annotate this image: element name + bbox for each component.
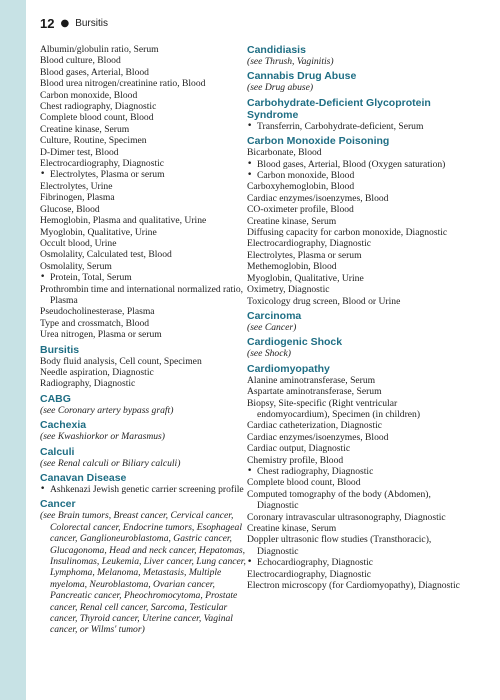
- test-entry: Electrolytes, Urine: [40, 180, 113, 192]
- test-entry: Complete blood count, Blood: [247, 477, 361, 489]
- test-entry: Cardiac catheterization, Diagnostic: [247, 420, 383, 432]
- section-heading: Carbon Monoxide Poisoning: [247, 135, 390, 148]
- right-column: [247, 44, 462, 594]
- see-also-reference: (see Renal calculi or Biliary calculi): [40, 457, 181, 469]
- index-section: [247, 70, 462, 93]
- bulleted-test-entry: • Chest radiography, Diagnostic: [247, 466, 462, 477]
- test-entry: CO-oximeter profile, Blood: [247, 204, 354, 216]
- index-section: [40, 393, 250, 416]
- test-entry: Methemoglobin, Blood: [247, 261, 337, 273]
- test-entry: Creatine kinase, Serum: [247, 215, 337, 227]
- bulleted-test-entry: • Carbon monoxide, Blood: [247, 170, 462, 181]
- test-entry: Complete blood count, Blood: [40, 112, 154, 124]
- bulleted-test-entry: • Protein, Total, Serum: [40, 272, 250, 283]
- test-entry: Urea nitrogen, Plasma or serum: [40, 329, 162, 341]
- continued-entries: [40, 44, 250, 341]
- test-entry: Pseudocholinesterase, Plasma: [40, 306, 155, 318]
- index-section: [40, 472, 250, 495]
- see-also-reference: (see Coronary artery bypass graft): [40, 404, 174, 416]
- test-entry: Electron microscopy (for Cardiomyopathy), Diagnostic: [247, 580, 460, 592]
- test-entry: Blood urea nitrogen/creatinine ratio, Blood: [40, 78, 206, 90]
- test-entry: Occult blood, Urine: [40, 237, 117, 249]
- test-entry: Toxicology drug screen, Blood or Urine: [247, 295, 401, 307]
- bulleted-test-entry: • Electrolytes, Plasma or serum: [40, 169, 250, 180]
- bulleted-test-entry: • Transferrin, Carbohydrate-deficient, Serum: [247, 121, 462, 132]
- section-heading: Cancer: [40, 498, 76, 511]
- test-entry: Coronary intravascular ultrasonography, Diagnostic: [247, 511, 446, 523]
- test-entry: Chemistry profile, Blood: [247, 454, 344, 466]
- page-header: [40, 16, 108, 31]
- index-section: [247, 363, 462, 592]
- index-section: [247, 310, 462, 333]
- test-entry: Osmolality, Serum: [40, 260, 112, 272]
- test-entry: Osmolality, Calculated test, Blood: [40, 249, 172, 261]
- test-entry: Electrocardiography, Diagnostic: [247, 568, 372, 580]
- see-also-reference: (see Shock): [247, 348, 291, 360]
- index-section: [40, 446, 250, 469]
- section-heading: Cardiomyopathy: [247, 362, 330, 375]
- test-entry: Chest radiography, Diagnostic: [40, 101, 157, 113]
- test-entry: Electrocardiography, Diagnostic: [247, 238, 372, 250]
- test-entry: Doppler ultrasonic flow studies (Transthoracic), Diagnostic: [247, 534, 432, 557]
- running-head-title: Bursitis: [75, 18, 108, 29]
- section-heading: Candidiasis: [247, 44, 306, 56]
- test-entry: Creatine kinase, Serum: [40, 123, 130, 135]
- see-also-reference: (see Brain tumors, Breast cancer, Cervical cancer, Colorectal cancer, Endocrine tumors, Esophageal cancer, Ganglioneuroblastoma, Gastric cancer, Glucagonoma, Head and neck cancer, Hepatomas, Insulinomas, Leukemia, Liver cancer, Lung cancer, Lymphoma, Melanoma, Metastasis, Multiple myeloma, Neuroblastoma, Ovarian cancer, Pancreatic cancer, Pheochromocytoma, Prostate cancer, Renal cell cancer, Sarcoma, Testicular cancer, Thyroid cancer, Uterine cancer, Vaginal cancer, or Wilms' tumor): [40, 510, 246, 636]
- see-also-reference: (see Thrush, Vaginitis): [247, 56, 334, 67]
- section-heading: Canavan Disease: [40, 472, 127, 484]
- test-entry: Bicarbonate, Blood: [247, 147, 322, 159]
- bulleted-test-entry: • Echocardiography, Diagnostic: [247, 557, 462, 568]
- test-entry: Cardiac enzymes/isoenzymes, Blood: [247, 192, 389, 204]
- side-color-bar: [0, 0, 26, 700]
- test-entry: Diffusing capacity for carbon monoxide, Diagnostic: [247, 227, 448, 239]
- see-also-reference: (see Drug abuse): [247, 82, 314, 94]
- section-heading: Carbohydrate-Deficient Glycoprotein Syndrome: [247, 96, 431, 121]
- test-entry: Blood culture, Blood: [40, 55, 121, 67]
- index-section: [247, 44, 462, 67]
- test-entry: Myoglobin, Qualitative, Urine: [40, 226, 157, 238]
- test-entry: Prothrombin time and international normalized ratio, Plasma: [40, 283, 244, 306]
- page-number: 12: [40, 16, 55, 31]
- test-entry: Body fluid analysis, Cell count, Specimen: [40, 355, 202, 367]
- index-section: [247, 135, 462, 307]
- test-entry: Myoglobin, Qualitative, Urine: [247, 272, 364, 284]
- index-section: [40, 344, 250, 390]
- test-entry: Cardiac output, Diagnostic: [247, 443, 351, 455]
- test-entry: Carbon monoxide, Blood: [40, 89, 138, 101]
- test-entry: Needle aspiration, Diagnostic: [40, 366, 154, 378]
- left-column: [40, 44, 250, 639]
- test-entry: Alanine aminotransferase, Serum: [247, 374, 376, 386]
- index-section: [247, 97, 462, 132]
- bulleted-test-entry: • Blood gases, Arterial, Blood (Oxygen saturation): [247, 159, 462, 170]
- test-entry: Electrolytes, Plasma or serum: [247, 249, 362, 261]
- test-entry: Hemoglobin, Plasma and qualitative, Urine: [40, 215, 207, 227]
- test-entry: Computed tomography of the body (Abdomen), Diagnostic: [247, 488, 431, 512]
- test-entry: Oximetry, Diagnostic: [247, 284, 330, 296]
- section-heading: Cannabis Drug Abuse: [247, 70, 357, 83]
- index-section: [247, 336, 462, 359]
- section-heading: Calculi: [40, 445, 75, 458]
- test-entry: Fibrinogen, Plasma: [40, 192, 115, 204]
- see-also-reference: (see Cancer): [247, 321, 297, 333]
- test-entry: Radiography, Diagnostic: [40, 378, 136, 390]
- test-entry: Blood gases, Arterial, Blood: [40, 66, 149, 78]
- test-entry: Carboxyhemoglobin, Blood: [247, 181, 355, 193]
- section-heading: Carcinoma: [247, 309, 302, 322]
- section-heading: Bursitis: [40, 343, 80, 356]
- test-entry: Cardiac enzymes/isoenzymes, Blood: [247, 431, 389, 443]
- header-separator-icon: ●: [60, 18, 70, 29]
- test-entry: Albumin/globulin ratio, Serum: [40, 44, 159, 55]
- test-entry: Glucose, Blood: [40, 203, 100, 215]
- section-heading: Cardiogenic Shock: [247, 336, 343, 349]
- test-entry: Type and crossmatch, Blood: [40, 317, 150, 329]
- bulleted-test-entry: • Ashkenazi Jewish genetic carrier screening profile: [40, 484, 250, 495]
- section-heading: Cachexia: [40, 419, 87, 432]
- test-entry: D-Dimer test, Blood: [40, 146, 119, 158]
- test-entry: Aspartate aminotransferase, Serum: [247, 386, 382, 398]
- section-heading: CABG: [40, 392, 71, 405]
- test-entry: Electrocardiography, Diagnostic: [40, 158, 165, 170]
- see-also-reference: (see Kwashiorkor or Marasmus): [40, 431, 165, 443]
- index-section: [40, 419, 250, 442]
- test-entry: Culture, Routine, Specimen: [40, 135, 147, 147]
- index-section: [40, 498, 250, 635]
- test-entry: Biopsy, Site-specific (Right ventricular endomyocardium), Specimen (in children): [247, 397, 421, 420]
- test-entry: Creatine kinase, Serum: [247, 523, 337, 534]
